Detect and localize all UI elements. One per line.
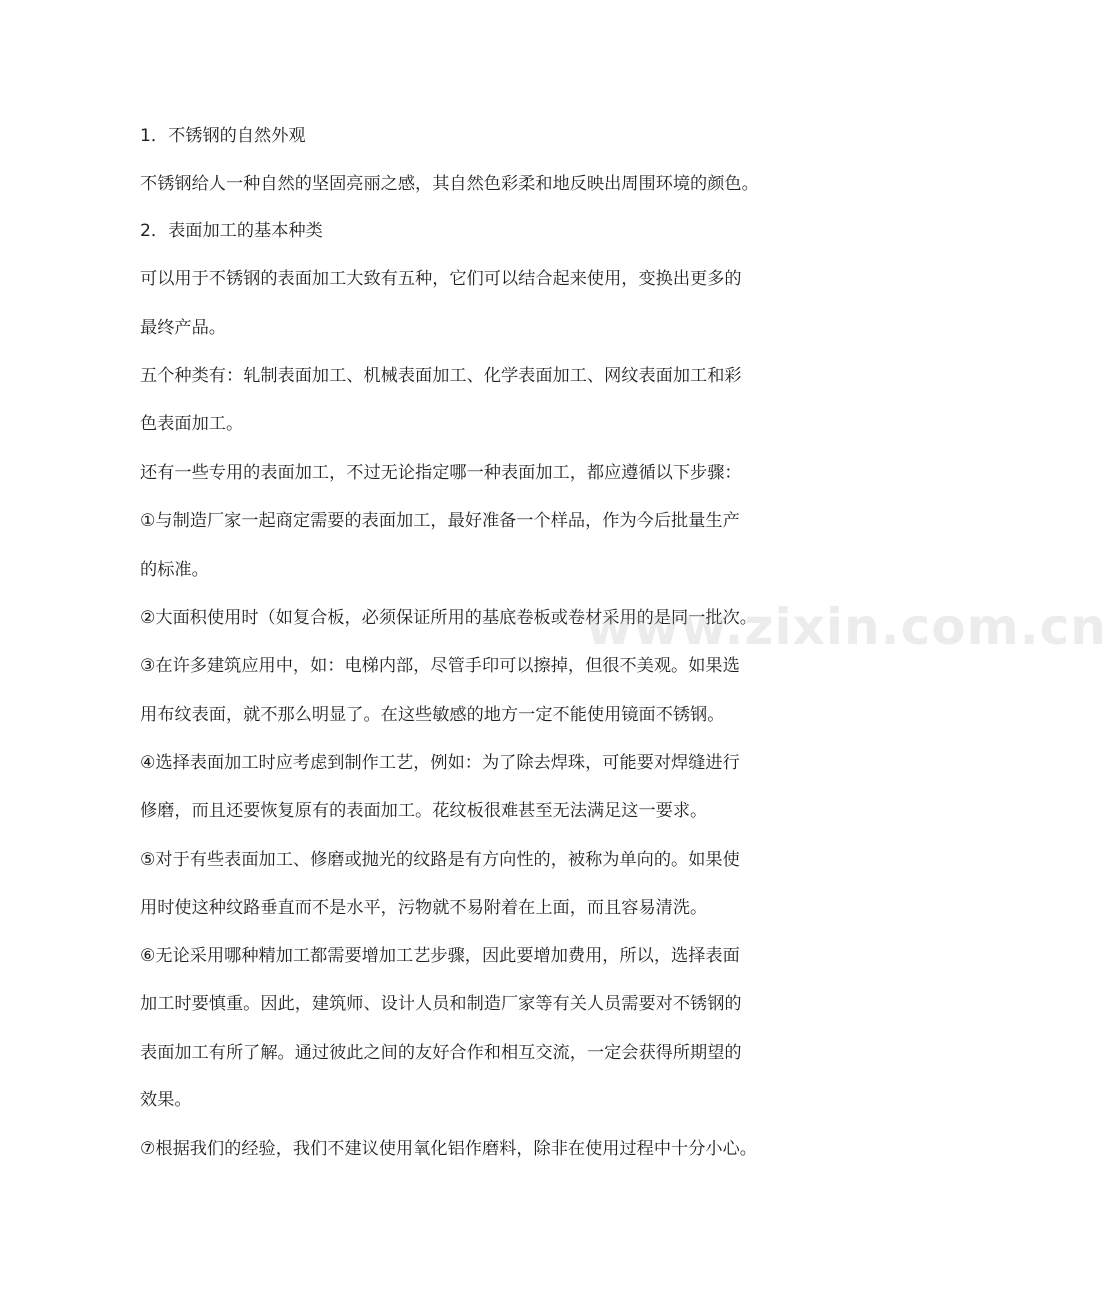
- text-line: ⑥无论采用哪种精加工都需要增加工艺步骤，因此要增加费用，所以，选择表面: [140, 946, 740, 966]
- text-line: 不锈钢给人一种自然的坚固亮丽之感，其自然色彩柔和地反映出周围环境的颜色。: [140, 174, 759, 194]
- text-line: ④选择表面加工时应考虑到制作工艺，例如：为了除去焊珠，可能要对焊缝进行: [140, 753, 740, 773]
- text-line: 效果。: [140, 1090, 192, 1110]
- text-line: 表面加工有所了解。通过彼此之间的友好合作和相互交流，一定会获得所期望的: [140, 1043, 742, 1063]
- text-line: 五个种类有：轧制表面加工、机械表面加工、化学表面加工、网纹表面加工和彩: [140, 366, 742, 386]
- text-line: ②大面积使用时（如复合板，必须保证所用的基底卷板或卷材采用的是同一批次。: [140, 608, 757, 628]
- text-line: 的标准。: [140, 560, 209, 580]
- text-line: 1．不锈钢的自然外观: [140, 126, 306, 146]
- text-line: 加工时要慎重。因此，建筑师、设计人员和制造厂家等有关人员需要对不锈钢的: [140, 994, 742, 1014]
- text-line: ⑦根据我们的经验，我们不建议使用氧化铝作磨料，除非在使用过程中十分小心。: [140, 1139, 757, 1159]
- text-line: 用时使这种纹路垂直而不是水平，污物就不易附着在上面，而且容易清洗。: [140, 898, 708, 918]
- text-line: ⑤对于有些表面加工、修磨或抛光的纹路是有方向性的，被称为单向的。如果使: [140, 850, 740, 870]
- text-line: 2．表面加工的基本种类: [140, 221, 323, 241]
- text-line: 最终产品。: [140, 318, 226, 338]
- text-line: 修磨，而且还要恢复原有的表面加工。花纹板很难甚至无法满足这一要求。: [140, 801, 708, 821]
- text-line: 还有一些专用的表面加工，不过无论指定哪一种表面加工，都应遵循以下步骤：: [140, 463, 742, 483]
- text-line: 色表面加工。: [140, 414, 244, 434]
- text-line: ①与制造厂家一起商定需要的表面加工，最好准备一个样品，作为今后批量生产: [140, 511, 740, 531]
- text-line: 用布纹表面，就不那么明显了。在这些敏感的地方一定不能使用镜面不锈钢。: [140, 705, 725, 725]
- text-line: 可以用于不锈钢的表面加工大致有五种，它们可以结合起来使用，变换出更多的: [140, 269, 742, 289]
- watermark-text: www.zixin.com.cn: [586, 598, 1107, 656]
- text-line: ③在许多建筑应用中，如：电梯内部，尽管手印可以擦掉，但很不美观。如果选: [140, 656, 740, 676]
